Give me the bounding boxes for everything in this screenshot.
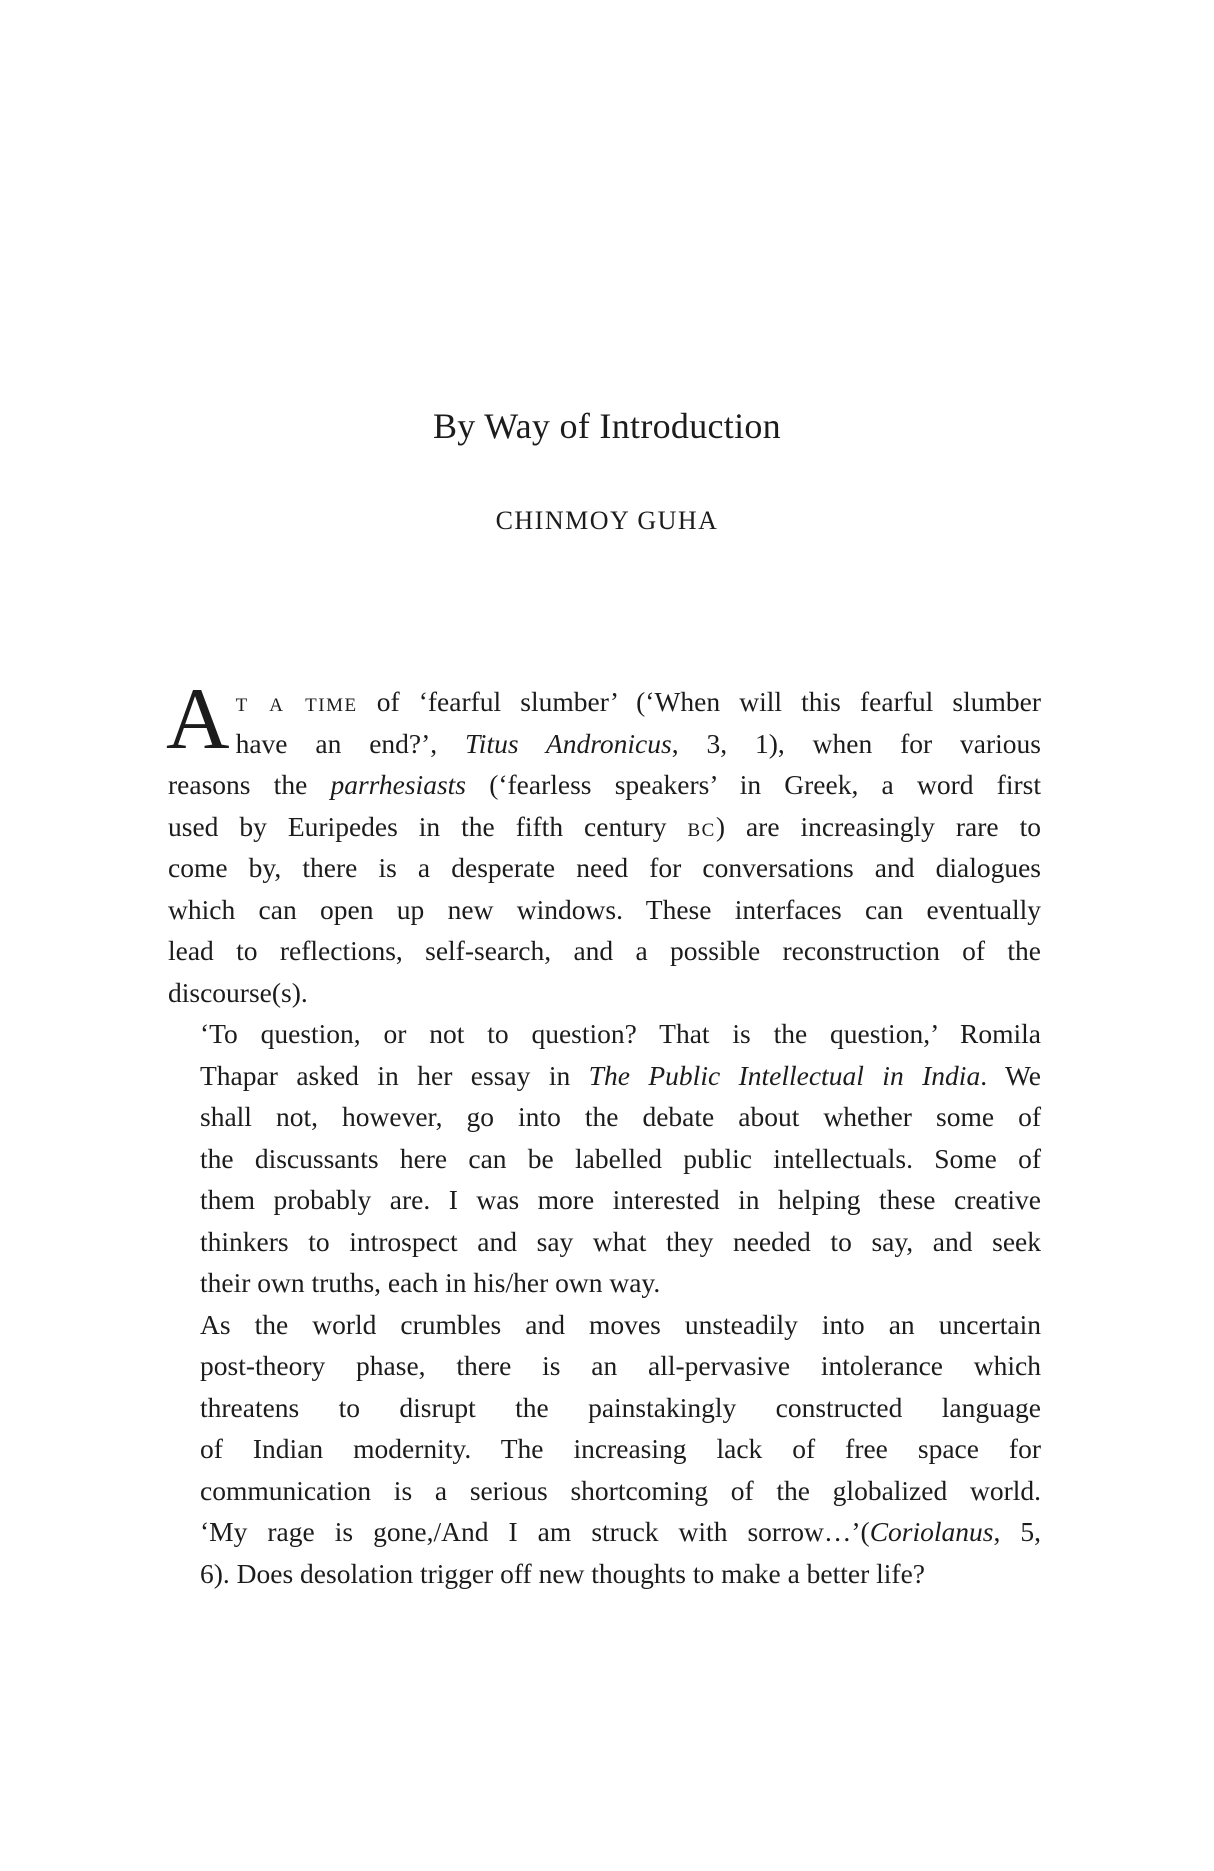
smallcaps-text: bc <box>687 810 716 842</box>
text-run: discourse(s). <box>168 976 308 1008</box>
text-run: threatens to disrupt the painstakingly constructed language <box>200 1391 1041 1423</box>
text-run: (‘fearless speakers’ in Greek, a word first <box>465 769 1041 800</box>
drop-cap: A <box>166 671 230 768</box>
italic-text: Coriolanus <box>869 1516 994 1547</box>
text-line <box>168 1179 1041 1221</box>
text-line <box>168 806 1041 848</box>
text-run: ‘My rage is gone,/And I am struck with sorrow…’( <box>200 1516 870 1547</box>
text-run: , 5, <box>993 1516 1042 1547</box>
text-line <box>168 1055 1041 1097</box>
text-run: Thapar asked in her essay in <box>200 1059 589 1091</box>
text-line <box>168 1387 1041 1429</box>
text-line <box>168 1304 1041 1346</box>
text-run: , 3, 1), when for various <box>671 727 1042 759</box>
text-line <box>168 930 1041 972</box>
text-line <box>168 1470 1041 1512</box>
text-line <box>168 847 1041 889</box>
text-run: have an end?’, <box>235 727 466 759</box>
text-line <box>168 1553 1041 1595</box>
italic-text: parrhesiasts <box>330 769 466 800</box>
text-run: shall not, however, go into the debate about whether some of <box>200 1101 1041 1132</box>
text-run: 6). Does desolation trigger off new thoughts to make a better life? <box>200 1557 925 1589</box>
text-line <box>168 972 1041 1014</box>
text-run: thinkers to introspect and say what they needed to say, and seek <box>200 1225 1041 1257</box>
chapter-title: By Way of Introduction <box>433 406 781 446</box>
paragraph <box>166 671 1042 1013</box>
text-run: come by, there is a desperate need for conversations and dialogues <box>168 852 1041 883</box>
body-text <box>166 671 1042 1594</box>
text-run: them probably are. I was more interested in helping these creative <box>200 1184 1041 1215</box>
paragraph <box>168 1013 1041 1304</box>
text-line <box>168 1013 1041 1055</box>
text-run: of ‘fearful slumber’ (‘When will this fearful slumber <box>357 686 1042 717</box>
chapter-author: CHINMOY GUHA <box>495 506 719 535</box>
text-line <box>168 764 1041 806</box>
text-run: of Indian modernity. The increasing lack of free space for <box>200 1433 1041 1464</box>
text-line <box>168 1428 1041 1470</box>
text-run: lead to reflections, self-search, and a possible reconstruction of the <box>168 935 1041 966</box>
text-run: reasons the <box>168 769 331 800</box>
text-line <box>168 1345 1041 1387</box>
text-line <box>168 1511 1041 1553</box>
text-run: the discussants here can be labelled public intellectuals. Some of <box>200 1142 1041 1174</box>
text-line <box>168 1262 1041 1304</box>
italic-text: The Public Intellectual in India <box>588 1059 981 1091</box>
text-run: post-theory phase, there is an all-pervasive intolerance which <box>200 1350 1041 1381</box>
smallcaps-text: t a time <box>235 686 358 717</box>
text-run: used by Euripedes in the fifth century <box>168 810 688 842</box>
text-line <box>168 723 1041 765</box>
italic-text: Titus Andronicus <box>465 727 672 759</box>
text-run: ‘To question, or not to question? That is the question,’ Romila <box>200 1018 1041 1049</box>
text-run: which can open up new windows. These interfaces can eventually <box>168 893 1041 925</box>
text-line <box>168 1096 1041 1138</box>
paragraph <box>168 1304 1041 1595</box>
text-line <box>168 1221 1041 1263</box>
text-line <box>168 1138 1041 1180</box>
text-run: ) are increasingly rare to <box>715 810 1041 842</box>
text-run: communication is a serious shortcoming of the globalized world. <box>200 1474 1041 1506</box>
text-run: their own truths, each in his/her own way. <box>200 1267 661 1298</box>
text-line <box>168 681 1041 723</box>
text-run: . We <box>980 1059 1041 1091</box>
text-line <box>168 889 1041 931</box>
text-run: As the world crumbles and moves unsteadily into an uncertain <box>200 1308 1041 1340</box>
